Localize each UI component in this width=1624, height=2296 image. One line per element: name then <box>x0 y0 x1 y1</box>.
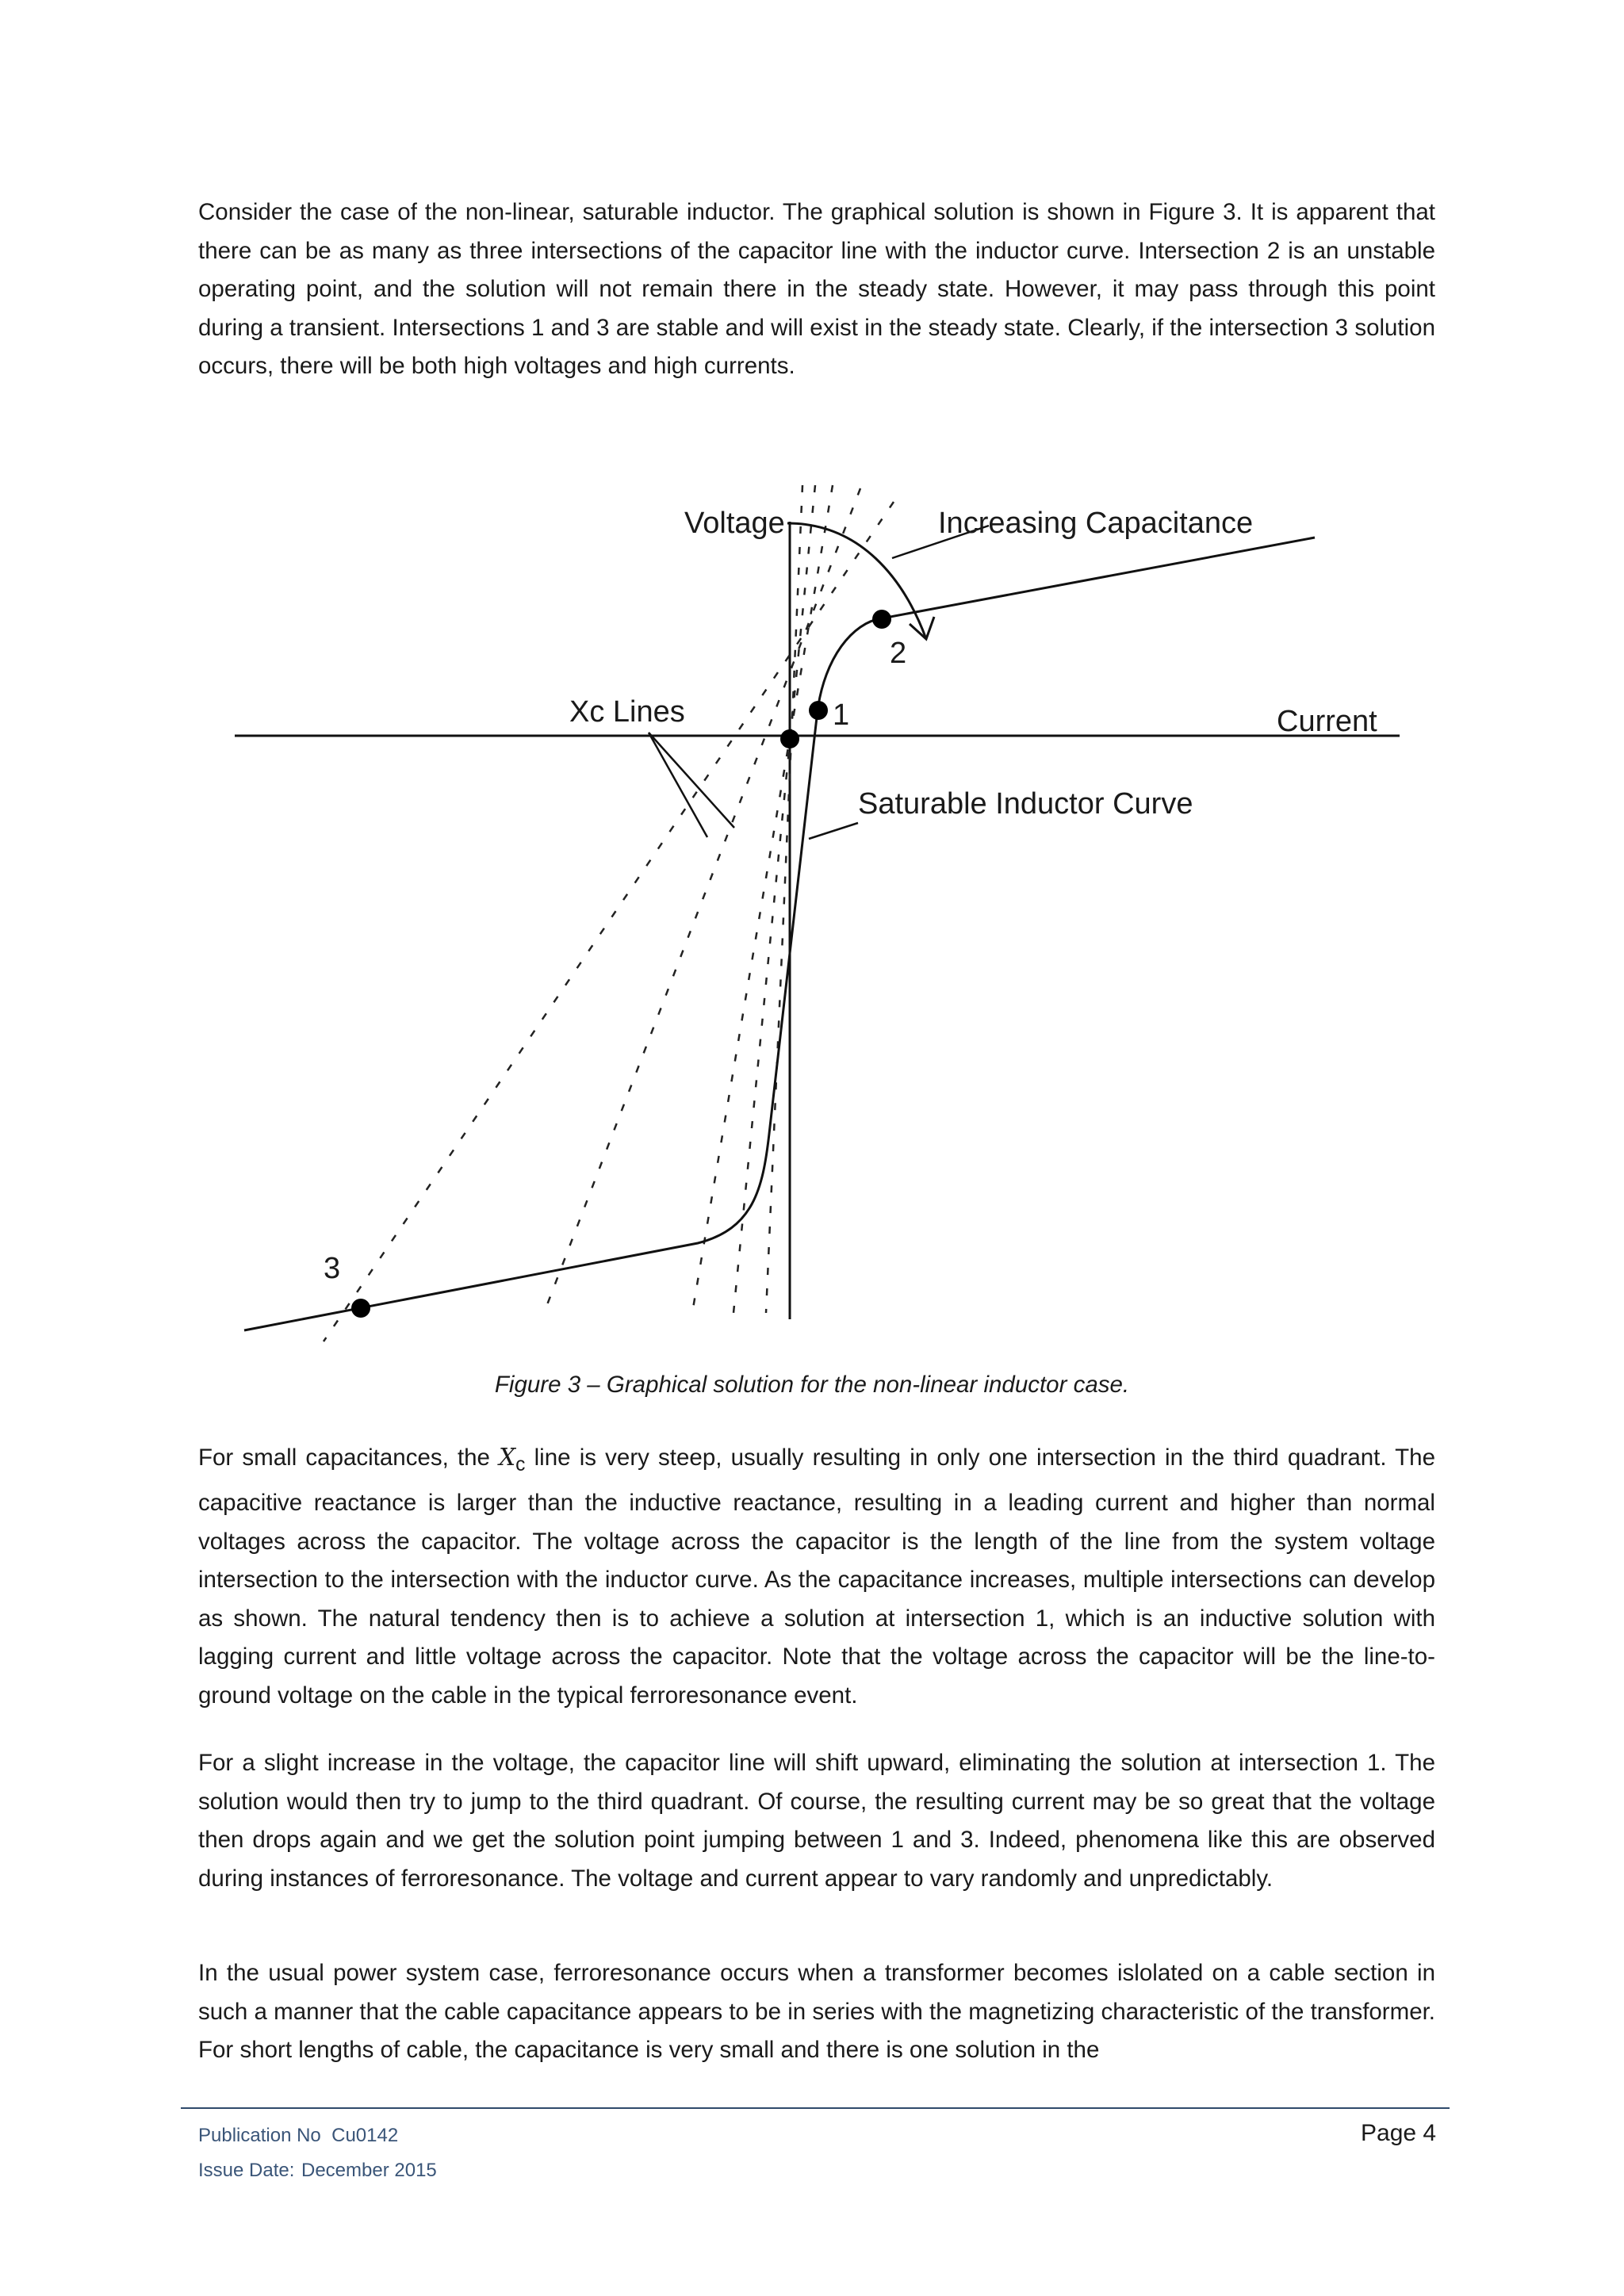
intersection-point-2 <box>872 610 891 629</box>
publication-label: Publication No <box>198 2125 321 2146</box>
paragraph-text: line is very steep, usually resulting in only one intersection in the third quadrant. The capacitive reactance is larger than the inductive reactance, resulting in a leading current and higher than normal voltages across the capacitor. The voltage across the capacitor is the length of the line from the system voltage intersection to the intersection with the inductor curve. As the capacitance increases, multiple intersections can develop as shown. The natural tendency then is to achieve a solution at intersection 1, which is an inductive solution with lagging current and little voltage across the capacitor. Note that the voltage across the capacitor will be the line-to-ground voltage on the cable in the typical ferroresonance event. <box>198 1445 1435 1709</box>
point-1-label: 1 <box>833 698 850 732</box>
intersection-point-origin <box>780 729 799 748</box>
intersection-point-1 <box>809 701 828 720</box>
inductor-curve-leader <box>809 823 858 839</box>
paragraph-power-system: In the usual power system case, ferroresonance occurs when a transformer becomes islolated on a cable section in such a manner that the cable capacitance appears to be in series with the magnetizing characteristic of the transformer. For short lengths of cable, the capacitance is very small and there is one solution in the <box>198 1960 1435 2063</box>
issue-label: Issue Date: <box>198 2160 295 2181</box>
point-2-label: 2 <box>890 637 907 670</box>
paragraph-small-capacitances <box>198 1438 1435 1715</box>
page-number: Page 4 <box>1361 2120 1437 2146</box>
saturable-inductor-curve-label: Saturable Inductor Curve <box>858 787 1193 821</box>
intersection-point-3 <box>351 1299 370 1318</box>
publication-value: Cu0142 <box>331 2125 399 2146</box>
paragraph-intro: Consider the case of the non-linear, saturable inductor. The graphical solution is shown in Figure 3. It is apparent that there can be as many as three intersections of the capacitor line with the inductor curve. Intersection 2 is an unstable operating point, and the solution will not remain there in the steady state. However, it may pass through this point during a transient. Intersections 1 and 3 are stable and will exist in the steady state. Clearly, if the intersection 3 solution occurs, there will be both high voltages and high currents. <box>198 199 1435 379</box>
saturable-inductor-curve <box>244 538 1315 1330</box>
figure-3-diagram <box>0 460 1624 1348</box>
figure-caption: Figure 3 – Graphical solution for the non-linear inductor case. <box>494 1372 1130 1398</box>
footer-publication-info <box>198 2118 437 2188</box>
xc-lines-label: Xc Lines <box>569 695 685 729</box>
paragraph-voltage-increase: For a slight increase in the voltage, the capacitor line will shift upward, eliminating the solution at intersection 1. The solution would then try to jump to the third quadrant. Of course, the resulting current may be so great that the voltage then drops again and we get the solution point jumping between 1 and 3. Indeed, phenomena like this are observed during instances of ferroresonance. The voltage and current appear to vary randomly and unpredictably. <box>198 1750 1435 1892</box>
figure-3 <box>0 460 1624 1348</box>
publication-number <box>198 2118 437 2153</box>
footer-divider <box>181 2107 1450 2109</box>
xc-lines-leader-2 <box>649 733 734 828</box>
point-3-label: 3 <box>324 1252 341 1285</box>
xc-line-4 <box>733 485 815 1313</box>
issue-value: December 2015 <box>301 2160 437 2181</box>
xc-lines-leader-1 <box>649 733 707 837</box>
voltage-label: Voltage <box>684 507 785 540</box>
issue-date <box>198 2153 437 2188</box>
paragraph-text: For small capacitances, the <box>198 1445 500 1471</box>
xc-subscript: c <box>515 1453 526 1475</box>
xc-line-2 <box>544 488 860 1313</box>
xc-line-3 <box>692 485 833 1313</box>
xc-lines <box>324 485 894 1341</box>
xc-symbol: X <box>499 1444 516 1471</box>
increasing-capacitance-label: Increasing Capacitance <box>938 507 1254 540</box>
current-label: Current <box>1277 705 1377 738</box>
increasing-capacitance-arrow <box>787 523 926 639</box>
